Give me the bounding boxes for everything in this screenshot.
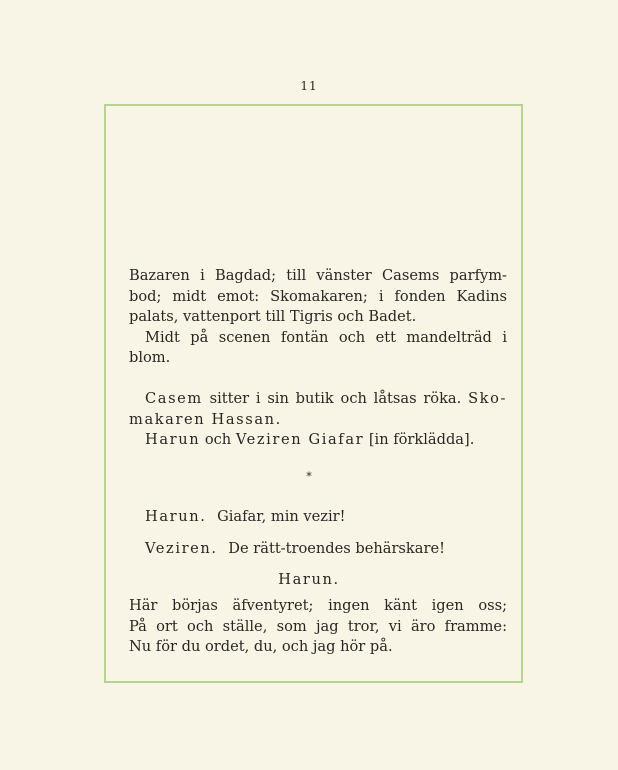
stage-direction-setting [129, 266, 507, 369]
stage-text: sitter i sin butik och låtsas röka. [209, 390, 462, 407]
stage-line-3: palats, vattenport till Tigris och Badet. [129, 308, 417, 325]
speaker-name: Veziren. [145, 540, 218, 557]
dialogue-line: De rätt-troendes behärskare! [228, 540, 445, 557]
verse-line-3: Nu för du ordet, du, och jag hör på. [129, 638, 393, 655]
stage-line-5: blom. [129, 349, 171, 366]
stage-line-8 [129, 430, 507, 451]
verse-line-2: På ort och ställe, som jag tror, vi äro framme: [129, 617, 507, 635]
character-name-hassan: makaren Hassan. [129, 410, 282, 428]
section-separator: * [306, 470, 312, 483]
dialogue-2 [145, 539, 523, 560]
dialogue-1 [145, 507, 523, 528]
stage-text: [in förklädda]. [368, 431, 475, 448]
stage-line-4: Midt på scenen fontän och ett mandelträd i [145, 328, 507, 346]
verse-speaker: Harun. [278, 571, 340, 588]
character-name-casem: Casem [145, 390, 203, 407]
verse-block [129, 596, 507, 658]
stage-line-2: bod; midt emot: Skomakaren; i fonden Kadins [129, 287, 507, 305]
speaker-name: Harun. [145, 508, 207, 525]
stage-direction-characters [129, 389, 507, 451]
dialogue-line: Giafar, min vezir! [217, 508, 346, 525]
character-name-giafar: Veziren Giafar [235, 431, 365, 448]
stage-line-6 [129, 389, 507, 410]
stage-line-1: Bazaren i Bagdad; till vänster Casems parfym- [129, 267, 507, 284]
stage-text: och [204, 431, 232, 448]
character-name-skomakaren: Sko- [468, 390, 508, 407]
character-name-harun: Harun [145, 431, 201, 448]
verse-line-1: Här börjas äfventyret; ingen känt igen oss; [129, 597, 507, 614]
page-number: 11 [300, 79, 318, 93]
